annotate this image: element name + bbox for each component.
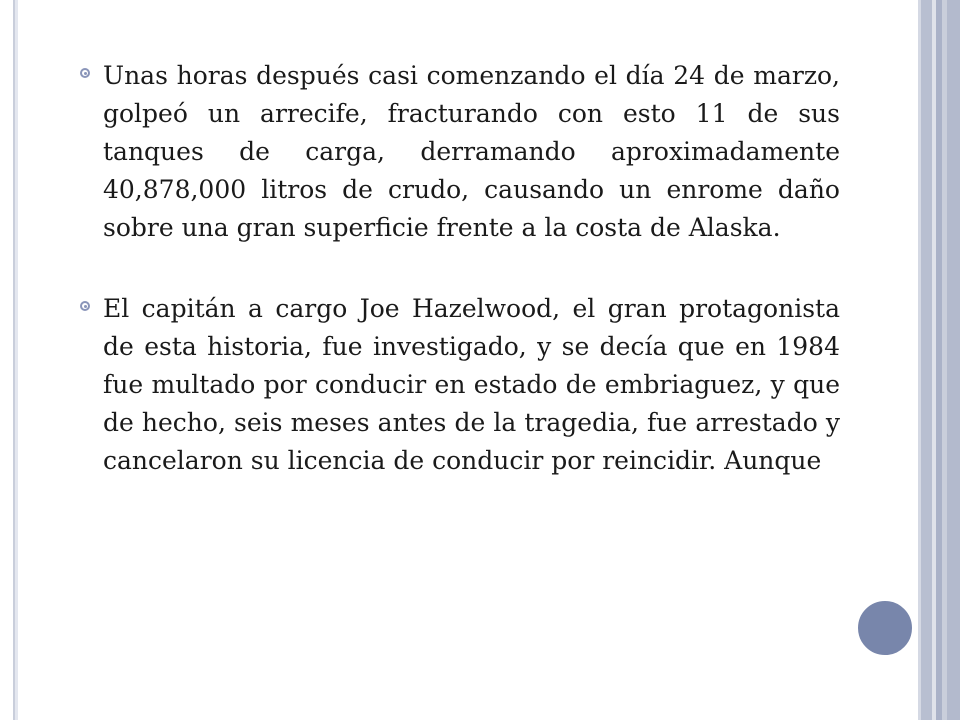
left-frame-border bbox=[0, 0, 15, 720]
list-item bbox=[80, 57, 840, 247]
decorative-stripe bbox=[947, 0, 960, 720]
bullet-text: El capitán a cargo Joe Hazelwood, el gran protagonista de esta historia, fue investigado, y se decía que en 1984 fue multado por conducir en estado de embriaguez, y que de hecho, seis meses antes de la tragedia, fue arrestado y cancelaron su licencia de conducir por reincidir. Aunque bbox=[103, 294, 840, 475]
list-item bbox=[80, 290, 840, 480]
bullet-text: Unas horas después casi comenzando el día 24 de marzo, golpeó un arrecife, fracturando con esto 11 de sus tanques de carga, derramando aproximadamente 40,878,000 litros de crudo, causando un enrome daño sobre una gran superficie frente a la costa de Alaska. bbox=[103, 61, 840, 242]
bullet-list bbox=[80, 57, 840, 523]
bullet-ring-icon bbox=[80, 68, 90, 78]
decorative-stripe bbox=[921, 0, 932, 720]
decorative-circle bbox=[855, 598, 915, 658]
bullet-ring-icon bbox=[80, 301, 90, 311]
